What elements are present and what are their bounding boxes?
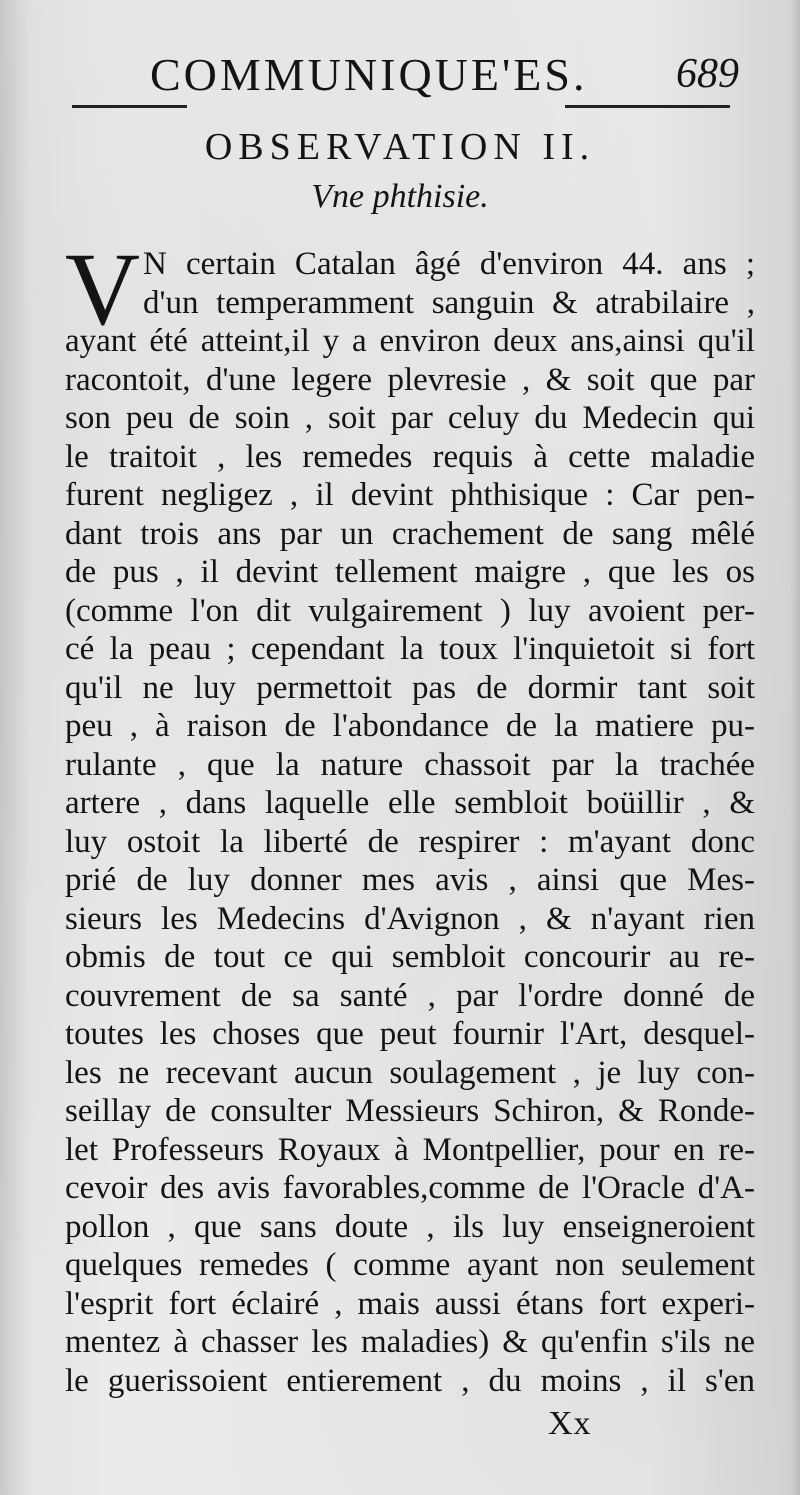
text-line: racontoit, d'une legere plevresie , & soit que par <box>65 361 755 398</box>
text-line: furent negligez , il devint phthisique : Car pen- <box>65 477 755 513</box>
text-line: son peu de soin , soit par celuy du Medecin qui <box>65 400 755 436</box>
text-line: seillay de consulter Messieurs Schiron, & Ronde- <box>65 1093 755 1129</box>
text-line: cevoir des avis favorables,comme de l'Oracle d'A- <box>65 1170 755 1206</box>
text-line: rulante , que la nature chassoit par la trachée <box>65 746 755 783</box>
header-rule-right <box>565 105 730 108</box>
running-head: COMMUNIQUE'ES. <box>150 49 588 100</box>
header-rule-left <box>72 105 187 108</box>
text-line: peu , à raison de l'abondance de la matiere pu- <box>65 708 755 744</box>
text-line: sieurs les Medecins d'Avignon , & n'ayant rien <box>65 900 755 937</box>
page-header <box>0 40 800 110</box>
text-line: (comme l'on dit vulgairement ) luy avoient per- <box>65 592 755 629</box>
text-line: quelques remedes ( comme ayant non seulement <box>65 1247 755 1283</box>
text-line: pollon , que sans doute , ils luy enseigneroient <box>65 1208 755 1245</box>
signature-mark: Xx <box>548 1405 592 1442</box>
text-line: ayant été atteint,il y a environ deux ans,ainsi qu'il <box>65 323 755 359</box>
text-line: luy ostoit la liberté de respirer : m'ayant donc <box>65 823 755 860</box>
observation-subtitle: Vne phthisie. <box>311 178 489 215</box>
text-line: couvrement de sa santé , par l'ordre donné de <box>65 977 755 1014</box>
drop-cap: V <box>65 232 141 347</box>
text-line: le traitoit , les remedes requis à cette maladie <box>65 438 755 475</box>
page-number: 689 <box>676 51 739 97</box>
body-text <box>65 232 755 1400</box>
text-line: le guerissoient entierement , du moins , il s'en <box>65 1362 755 1399</box>
text-line: qu'il ne luy permettoit pas de dormir tant soit <box>65 669 755 706</box>
text-line: toutes les choses que peut fournir l'Art, desquel- <box>65 1016 755 1052</box>
text-line: l'esprit fort éclairé , mais aussi étans fort experi- <box>65 1285 755 1322</box>
text-line: let Professeurs Royaux à Montpellier, pour en re- <box>65 1131 755 1168</box>
text-line: obmis de tout ce qui sembloit concourir au re- <box>65 939 755 975</box>
text-line: artere , dans laquelle elle sembloit boüillir , & <box>65 785 755 821</box>
text-line: dant trois ans par un crachement de sang mêlé <box>65 515 755 552</box>
text-line: les ne recevant aucun soulagement , je luy con- <box>65 1054 755 1091</box>
text-line: mentez à chasser les maladies) & qu'enfin s'ils ne <box>65 1324 755 1360</box>
text-line: N certain Catalan âgé d'environ 44. ans ; <box>143 246 755 282</box>
observation-title: OBSERVATION II. <box>204 126 596 168</box>
text-line: de pus , il devint tellement maigre , que les os <box>65 554 755 590</box>
text-line: d'un temperamment sanguin & atrabilaire , <box>143 284 755 321</box>
text-line: cé la peau ; cependant la toux l'inquietoit si fort <box>65 631 755 667</box>
text-line: prié de luy donner mes avis , ainsi que Mes- <box>65 862 755 898</box>
